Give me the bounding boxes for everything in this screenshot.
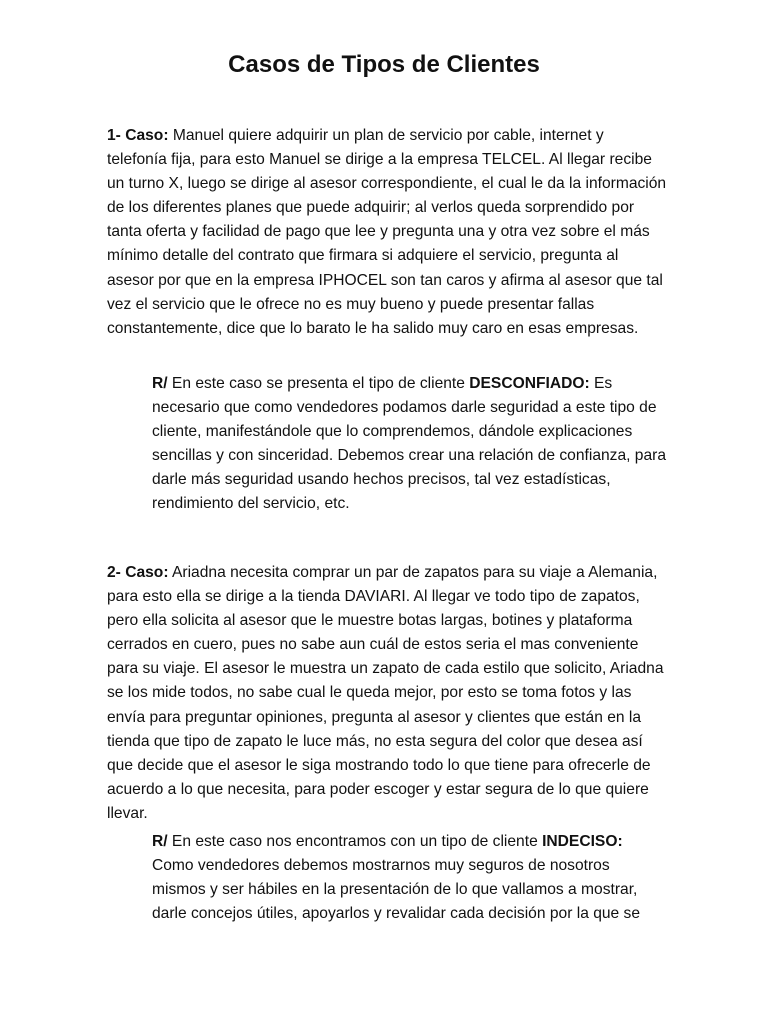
response-2-intro: En este caso nos encontramos con un tipo de cliente xyxy=(167,833,543,850)
response-1-intro: En este caso se presenta el tipo de cliente xyxy=(167,375,470,392)
response-1-client-type: DESCONFIADO: xyxy=(469,375,590,392)
response-2-client-type: INDECISO: xyxy=(542,833,623,850)
case-1-paragraph xyxy=(107,124,667,341)
response-2-paragraph xyxy=(152,830,667,926)
case-2-text: Ariadna necesita comprar un par de zapatos para su viaje a Alemania, para esto ella se dirige a la tienda DAVIARI. Al llegar ve todo tipo de zapatos, pero ella solicita al asesor que le muestre botas largas, botines y plataforma cerrados en cuero, pues no sabe aun cuál de estos seria el mas conveniente para su viaje. El asesor le muestra un zapato de cada estilo que solicito, Ariadna se los mide todos, no sabe cual le queda mejor, por esto se toma fotos y las envía para preguntar opiniones, pregunta al asesor y clientes que están en la tienda que tipo de zapato le luce más, no esta segura del color que desea así que decide que el asesor le siga mostrando todo lo que tiene para ofrecerle de acuerdo a lo que necesita, para poder escoger y estar segura de lo que quiere llevar. xyxy=(107,564,664,822)
response-2-text: Como vendedores debemos mostrarnos muy seguros de nosotros mismos y ser hábiles en la presentación de lo que vallamos a mostrar, darle concejos útiles, apoyarlos y revalidar cada decisión por la que se xyxy=(152,857,641,923)
response-1-paragraph xyxy=(152,372,667,517)
case-2-label: 2- Caso: xyxy=(107,564,169,581)
case-1-label: 1- Caso: xyxy=(107,127,169,144)
case-2-paragraph xyxy=(107,561,667,826)
response-1-label: R/ xyxy=(152,375,168,392)
response-2-label: R/ xyxy=(152,833,168,850)
response-1-text: Es necesario que como vendedores podamos darle seguridad a este tipo de cliente, manifestándole que lo comprendemos, dándole explicaciones sencillas y con sinceridad. Debemos crear una relación de confianza, para darle más seguridad usando hechos precisos, tal vez estadísticas, rendimiento del servicio, etc. xyxy=(152,375,667,513)
case-1-text: Manuel quiere adquirir un plan de servicio por cable, internet y telefonía fija, para esto Manuel se dirige a la empresa TELCEL. Al llegar recibe un turno X, luego se dirige al asesor correspondiente, el cual le da la información de los diferentes planes que puede adquirir; al verlos queda sorprendido por tanta oferta y facilidad de pago que lee y pregunta una y otra vez sobre el más mínimo detalle del contrato que firmara si adquiere el servicio, pregunta al asesor por que en la empresa IPHOCEL son tan caros y afirma al asesor que tal vez el servicio que le ofrece no es muy bueno y puede presentar fallas constantemente, dice que lo barato le ha salido muy caro en esas empresas. xyxy=(107,127,667,337)
page-title: Casos de Tipos de Clientes xyxy=(228,51,540,78)
